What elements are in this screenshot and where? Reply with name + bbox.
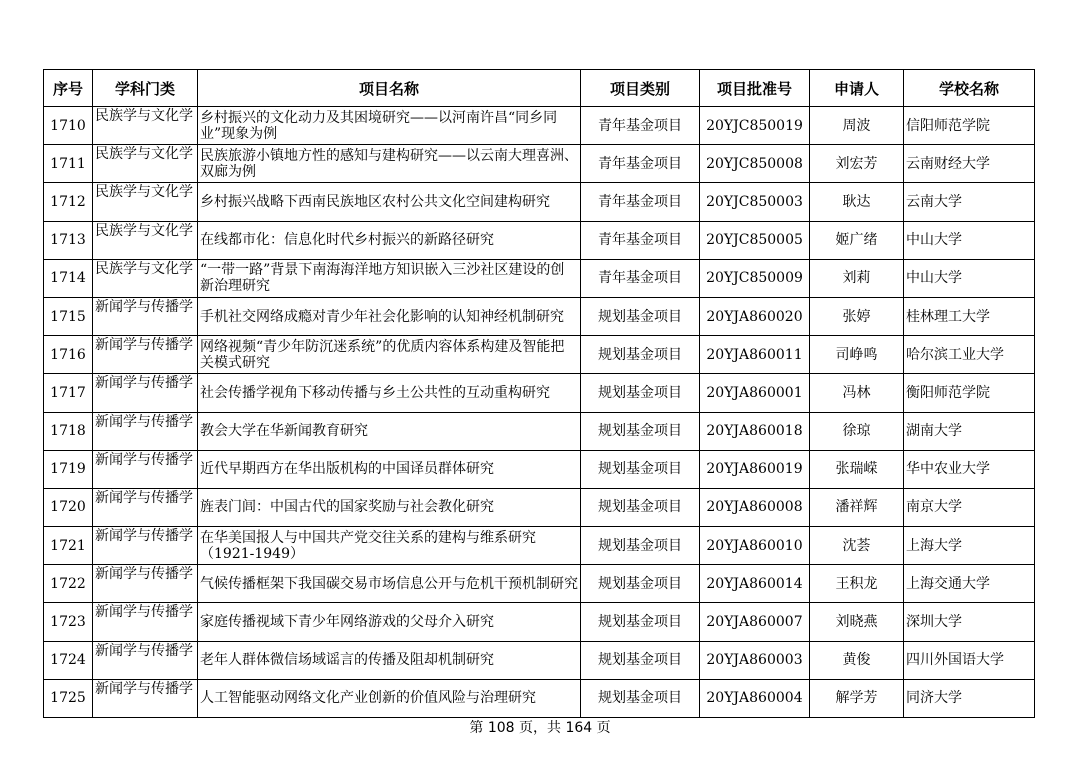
school-cell: 上海大学 [904, 527, 1035, 565]
table-row [44, 565, 1035, 603]
project-table [43, 69, 1035, 718]
type-cell: 规划基金项目 [581, 336, 700, 374]
type-cell: 规划基金项目 [581, 374, 700, 412]
header-title: 项目名称 [198, 70, 581, 107]
code-cell: 20YJC850008 [700, 145, 810, 183]
field-cell: 新闻学与传播学 [93, 297, 198, 335]
applicant-cell: 司峥鸣 [810, 336, 904, 374]
applicant-cell: 刘晓燕 [810, 603, 904, 641]
field-cell: 民族学与文化学 [93, 221, 198, 259]
row-number: 1712 [44, 183, 93, 221]
header-field: 学科门类 [93, 70, 198, 107]
code-cell: 20YJA860018 [700, 412, 810, 450]
field-cell: 新闻学与传播学 [93, 679, 198, 717]
type-cell: 规划基金项目 [581, 679, 700, 717]
code-cell: 20YJC850005 [700, 221, 810, 259]
title-cell: 乡村振兴的文化动力及其困境研究——以河南许昌“同乡同业”现象为例 [198, 107, 581, 145]
school-cell: 湖南大学 [904, 412, 1035, 450]
table-row [44, 641, 1035, 679]
applicant-cell: 姬广绪 [810, 221, 904, 259]
header-code: 项目批准号 [700, 70, 810, 107]
school-cell: 哈尔滨工业大学 [904, 336, 1035, 374]
school-cell: 四川外国语大学 [904, 641, 1035, 679]
type-cell: 青年基金项目 [581, 183, 700, 221]
row-number: 1720 [44, 488, 93, 526]
type-cell: 规划基金项目 [581, 297, 700, 335]
type-cell: 青年基金项目 [581, 145, 700, 183]
row-number: 1724 [44, 641, 93, 679]
applicant-cell: 黄俊 [810, 641, 904, 679]
field-cell: 新闻学与传播学 [93, 603, 198, 641]
title-cell: 乡村振兴战略下西南民族地区农村公共文化空间建构研究 [198, 183, 581, 221]
table-row [44, 450, 1035, 488]
field-cell: 新闻学与传播学 [93, 412, 198, 450]
row-number: 1723 [44, 603, 93, 641]
code-cell: 20YJC850003 [700, 183, 810, 221]
title-cell: 气候传播框架下我国碳交易市场信息公开与危机干预机制研究 [198, 565, 581, 603]
code-cell: 20YJA860020 [700, 297, 810, 335]
type-cell: 青年基金项目 [581, 107, 700, 145]
type-cell: 青年基金项目 [581, 259, 700, 297]
type-cell: 规划基金项目 [581, 412, 700, 450]
title-cell: 人工智能驱动网络文化产业创新的价值风险与治理研究 [198, 679, 581, 717]
school-cell: 南京大学 [904, 488, 1035, 526]
title-cell: 近代早期西方在华出版机构的中国译员群体研究 [198, 450, 581, 488]
table-row [44, 374, 1035, 412]
school-cell: 云南大学 [904, 183, 1035, 221]
header-school: 学校名称 [904, 70, 1035, 107]
row-number: 1721 [44, 527, 93, 565]
row-number: 1710 [44, 107, 93, 145]
header-no: 序号 [44, 70, 93, 107]
table-row [44, 488, 1035, 526]
header-row [44, 70, 1035, 107]
table-row [44, 412, 1035, 450]
field-cell: 民族学与文化学 [93, 259, 198, 297]
row-number: 1718 [44, 412, 93, 450]
code-cell: 20YJC850019 [700, 107, 810, 145]
title-cell: 旌表门闾：中国古代的国家奖励与社会教化研究 [198, 488, 581, 526]
applicant-cell: 周波 [810, 107, 904, 145]
school-cell: 中山大学 [904, 221, 1035, 259]
school-cell: 信阳师范学院 [904, 107, 1035, 145]
field-cell: 民族学与文化学 [93, 107, 198, 145]
code-cell: 20YJA860008 [700, 488, 810, 526]
code-cell: 20YJA860004 [700, 679, 810, 717]
header-type: 项目类别 [581, 70, 700, 107]
page-footer: 第 108 页，共 164 页 [469, 720, 611, 736]
code-cell: 20YJA860011 [700, 336, 810, 374]
header-applicant: 申请人 [810, 70, 904, 107]
code-cell: 20YJC850009 [700, 259, 810, 297]
school-cell: 同济大学 [904, 679, 1035, 717]
type-cell: 规划基金项目 [581, 488, 700, 526]
applicant-cell: 沈荟 [810, 527, 904, 565]
table-row [44, 336, 1035, 374]
code-cell: 20YJA860003 [700, 641, 810, 679]
applicant-cell: 解学芳 [810, 679, 904, 717]
school-cell: 深圳大学 [904, 603, 1035, 641]
title-cell: 社会传播学视角下移动传播与乡土公共性的互动重构研究 [198, 374, 581, 412]
table-row [44, 259, 1035, 297]
table-row [44, 183, 1035, 221]
title-cell: 在华美国报人与中国共产党交往关系的建构与维系研究（1921-1949） [198, 527, 581, 565]
code-cell: 20YJA860010 [700, 527, 810, 565]
type-cell: 规划基金项目 [581, 641, 700, 679]
applicant-cell: 潘祥辉 [810, 488, 904, 526]
applicant-cell: 冯林 [810, 374, 904, 412]
row-number: 1716 [44, 336, 93, 374]
school-cell: 桂林理工大学 [904, 297, 1035, 335]
title-cell: 手机社交网络成瘾对青少年社会化影响的认知神经机制研究 [198, 297, 581, 335]
title-cell: 教会大学在华新闻教育研究 [198, 412, 581, 450]
title-cell: 老年人群体微信场域谣言的传播及阻却机制研究 [198, 641, 581, 679]
table-row [44, 527, 1035, 565]
field-cell: 新闻学与传播学 [93, 450, 198, 488]
title-cell: 民族旅游小镇地方性的感知与建构研究——以云南大理喜洲、双廊为例 [198, 145, 581, 183]
field-cell: 新闻学与传播学 [93, 641, 198, 679]
type-cell: 规划基金项目 [581, 603, 700, 641]
type-cell: 规划基金项目 [581, 450, 700, 488]
applicant-cell: 张瑞嵘 [810, 450, 904, 488]
table-row [44, 107, 1035, 145]
applicant-cell: 刘宏芳 [810, 145, 904, 183]
code-cell: 20YJA860001 [700, 374, 810, 412]
field-cell: 民族学与文化学 [93, 145, 198, 183]
field-cell: 新闻学与传播学 [93, 527, 198, 565]
row-number: 1713 [44, 221, 93, 259]
applicant-cell: 张婷 [810, 297, 904, 335]
type-cell: 青年基金项目 [581, 221, 700, 259]
row-number: 1717 [44, 374, 93, 412]
table-row [44, 145, 1035, 183]
school-cell: 衡阳师范学院 [904, 374, 1035, 412]
row-number: 1715 [44, 297, 93, 335]
table-row [44, 297, 1035, 335]
school-cell: 云南财经大学 [904, 145, 1035, 183]
applicant-cell: 徐琼 [810, 412, 904, 450]
field-cell: 新闻学与传播学 [93, 336, 198, 374]
row-number: 1725 [44, 679, 93, 717]
row-number: 1711 [44, 145, 93, 183]
field-cell: 新闻学与传播学 [93, 374, 198, 412]
row-number: 1714 [44, 259, 93, 297]
field-cell: 新闻学与传播学 [93, 565, 198, 603]
row-number: 1719 [44, 450, 93, 488]
type-cell: 规划基金项目 [581, 565, 700, 603]
table-row [44, 603, 1035, 641]
applicant-cell: 刘莉 [810, 259, 904, 297]
code-cell: 20YJA860007 [700, 603, 810, 641]
field-cell: 民族学与文化学 [93, 183, 198, 221]
table-row [44, 221, 1035, 259]
type-cell: 规划基金项目 [581, 527, 700, 565]
school-cell: 华中农业大学 [904, 450, 1035, 488]
row-number: 1722 [44, 565, 93, 603]
title-cell: 网络视频“青少年防沉迷系统”的优质内容体系构建及智能把关模式研究 [198, 336, 581, 374]
table-row [44, 679, 1035, 717]
applicant-cell: 耿达 [810, 183, 904, 221]
school-cell: 上海交通大学 [904, 565, 1035, 603]
field-cell: 新闻学与传播学 [93, 488, 198, 526]
code-cell: 20YJA860019 [700, 450, 810, 488]
title-cell: 在线都市化：信息化时代乡村振兴的新路径研究 [198, 221, 581, 259]
school-cell: 中山大学 [904, 259, 1035, 297]
code-cell: 20YJA860014 [700, 565, 810, 603]
applicant-cell: 王积龙 [810, 565, 904, 603]
title-cell: 家庭传播视域下青少年网络游戏的父母介入研究 [198, 603, 581, 641]
title-cell: “一带一路”背景下南海海洋地方知识嵌入三沙社区建设的创新治理研究 [198, 259, 581, 297]
